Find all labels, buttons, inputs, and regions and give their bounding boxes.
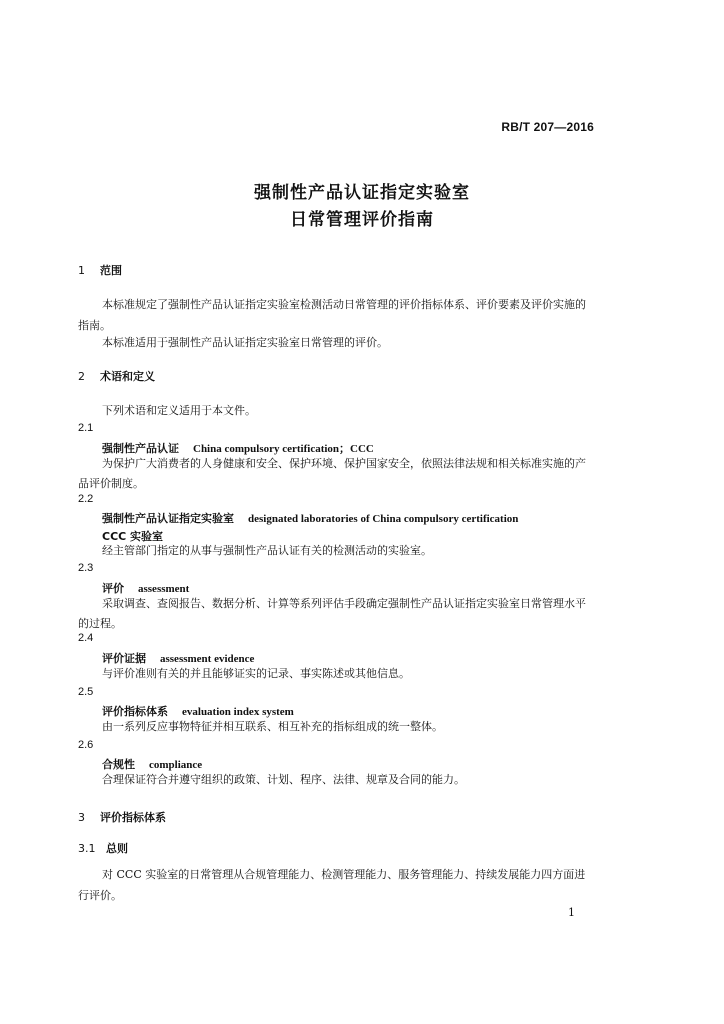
term-2-2-definition: 经主管部门指定的从事与强制性产品认证有关的检测活动的实验室。: [102, 544, 432, 557]
document-title-line2: 日常管理评价指南: [290, 210, 434, 230]
term-number: 2.4: [78, 632, 94, 644]
term-zh: 强制性产品认证指定实验室: [102, 512, 234, 525]
term-en: designated laboratories of China compulsory certification: [248, 513, 519, 525]
section-title: 术语和定义: [100, 370, 155, 383]
page-number: 1: [568, 906, 575, 919]
paragraph-text: 下列术语和定义适用于本文件。: [102, 404, 256, 417]
section-title: 评价指标体系: [100, 811, 166, 824]
paragraph-text: 本标准适用于强制性产品认证指定实验室日常管理的评价。: [102, 336, 388, 349]
section-number: 1: [78, 264, 85, 277]
section-number: 2: [78, 370, 85, 383]
section-1-heading: [78, 262, 122, 278]
paragraph-text: 本标准规定了强制性产品认证指定实验室检测活动日常管理的评价指标体系、评价要素及评价实施的指南。: [78, 298, 586, 332]
paragraph-text: 对 CCC 实验室的日常管理从合规管理能力、检测管理能力、服务管理能力、持续发展能力四方面进行评价。: [78, 868, 586, 902]
term-zh: 评价证据: [102, 652, 146, 665]
term-en: assessment evidence: [160, 653, 255, 665]
section-number: 3: [78, 811, 85, 824]
term-zh: 评价: [102, 582, 124, 595]
term-2-5-definition: 由一系列反应事物特征并相互联系、相互补充的指标组成的统一整体。: [102, 720, 443, 733]
term-2-3-definition: 采取调查、查阅报告、数据分析、计算等系列评估手段确定强制性产品认证指定实验室日常管理水平的过程。: [78, 597, 586, 630]
section-3-heading: [78, 809, 166, 825]
term-en: China compulsory certification；CCC: [193, 443, 374, 455]
section-1-paragraph-2: [78, 332, 590, 353]
section-2-intro: [78, 400, 590, 421]
term-number: 2.2: [78, 493, 94, 505]
document-title-line1: 强制性产品认证指定实验室: [254, 183, 470, 203]
term-en: evaluation index system: [182, 706, 294, 718]
term-2-6-definition: 合理保证符合并遵守组织的政策、计划、程序、法律、规章及合同的能力。: [102, 773, 465, 786]
section-title: 范围: [100, 264, 122, 277]
term-number: 2.3: [78, 562, 94, 574]
term-number: 2.6: [78, 739, 94, 751]
subsection-title: 总则: [106, 842, 128, 855]
term-number: 2.1: [78, 422, 94, 434]
term-2-4-definition: 与评价准则有关的并且能够证实的记录、事实陈述或其他信息。: [102, 667, 410, 680]
term-en: compliance: [149, 759, 203, 771]
term-en: assessment: [138, 583, 190, 595]
term-2-1-definition: 为保护广大消费者的人身健康和安全、保护环境、保护国家安全，依照法律法规和相关标准实施的产品评价制度。: [78, 457, 586, 490]
term-number: 2.5: [78, 686, 94, 698]
standard-number: RB/T 207—2016: [501, 120, 594, 134]
section-3-1-heading: [78, 840, 128, 856]
term-zh: 合规性: [102, 758, 135, 771]
section-2-heading: [78, 368, 155, 384]
term-2-2-alt: CCC 实验室: [102, 530, 164, 543]
term-zh: 强制性产品认证: [102, 442, 179, 455]
term-2-2: [102, 510, 518, 526]
term-zh: 评价指标体系: [102, 705, 168, 718]
section-3-1-paragraph: [78, 864, 590, 906]
section-1-paragraph-1: [78, 294, 590, 336]
subsection-number: 3.1: [78, 842, 96, 855]
